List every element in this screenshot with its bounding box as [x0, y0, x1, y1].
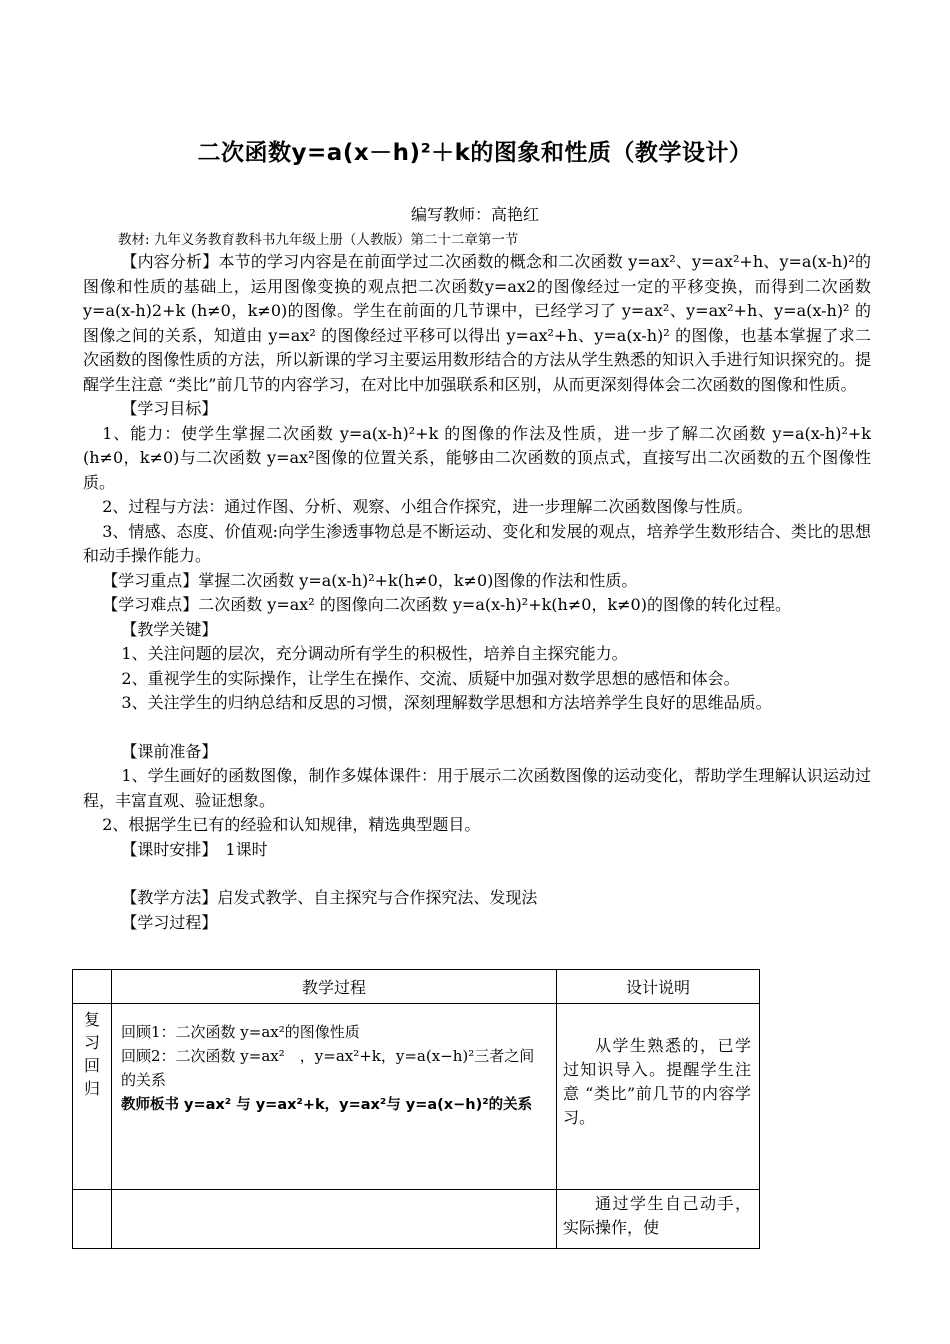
- review-label: 复习回归: [84, 1010, 101, 1098]
- teaching-key-2: 2、重视学生的实际操作，让学生在操作、交流、质疑中加强对数学思想的感悟和体会。: [121, 668, 740, 688]
- difficulty-point: 【学习难点】二次函数 y=ax² 的图像向二次函数 y=a(x-h)²+k(h≠0，k≠0)的图像的转化过程。: [102, 595, 791, 614]
- review-line-2: 回顾2：二次函数 y=ax² ，y=ax²+k，y=a(x−h)²三者之间的关系: [121, 1047, 535, 1089]
- preparation-1: 1、学生画好的函数图像，制作多媒体课件：用于展示二次函数图像的运动变化，帮助学生理解认识运动过程，丰富直观、验证想象。: [83, 766, 871, 810]
- learning-process-table: [72, 969, 760, 1249]
- process-heading: 【学习过程】: [121, 912, 218, 932]
- empty-cell: [73, 1190, 112, 1249]
- teaching-key-heading: 【教学关键】: [121, 619, 218, 639]
- goal-process: 2、过程与方法：通过作图、分析、观察、小组合作探究，进一步理解二次函数图像与性质。: [102, 497, 753, 516]
- preparation-2: 2、根据学生已有的经验和认知规律，精选典型题目。: [102, 815, 481, 834]
- review-line-3: 教师板书 y=ax² 与 y=ax²+k，y=ax²与 y=a(x−h)²的关系: [121, 1097, 533, 1113]
- next-note: 通过学生自己动手，实际操作，使: [563, 1194, 751, 1237]
- header-empty-cell: [73, 970, 112, 1004]
- header-process-cell: 教学过程: [112, 970, 557, 1004]
- empty-cell: [112, 1190, 557, 1249]
- author-line: 编写教师：高艳红: [410, 205, 539, 224]
- key-point: 【学习重点】掌握二次函数 y=a(x-h)²+k(h≠0，k≠0)图像的作法和性质。: [102, 570, 638, 590]
- review-note: 从学生熟悉的，已学过知识导入。提醒学生注意 “类比”前几节的内容学习。: [563, 1036, 751, 1127]
- table-row: [73, 1004, 760, 1190]
- review-note-cell: [557, 1004, 760, 1190]
- header-note-cell: 设计说明: [557, 970, 760, 1004]
- goal-ability: 1、能力：使学生掌握二次函数 y=a(x-h)²+k 的图像的作法及性质，进一步了解二次函数 y=a(x-h)²+k (h≠0，k≠0)与二次函数 y=ax²图像的位置关系，能够由二次函数的顶点式，直接写出二次函数的五个图像性质。: [83, 423, 871, 492]
- goals-heading: 【学习目标】: [121, 399, 218, 418]
- review-label-cell: [73, 1004, 112, 1190]
- goal-attitude: 3、情感、态度、价值观:向学生渗透事物总是不断运动、变化和发展的观点，培养学生数形结合、类比的思想和动手操作能力。: [83, 521, 871, 565]
- review-line-1: 回顾1：二次函数 y=ax²的图像性质: [121, 1023, 360, 1041]
- method-line: 【教学方法】启发式教学、自主探究与合作探究法、发现法: [121, 888, 538, 907]
- content-analysis-paragraph: 【内容分析】本节的学习内容是在前面学过二次函数的概念和二次函数 y=ax²、y=ax²+h、y=a(x-h)²的图像和性质的基础上，运用图像变换的观点把二次函数y=ax2的图像经过一定的平移变换，而得到二次函数 y=a(x-h)2+k (h≠0，k≠0)的图像。学生在前面的几节课中，已经学习了 y=ax²、y=ax²+h、y=a(x-h)² 的图像之间的关系，知道由 y=ax² 的图像经过平移可以得出 y=ax²+h、y=a(x-h)² 的图像，也基本掌握了求二次函数的图像性质的方法，所以新课的学习主要运用数形结合的方法从学生熟悉的知识入手进行知识探究的。提醒学生注意 “类比”前几节的内容学习，在对比中加强联系和区别，从而更深刻得体会二次函数的图像和性质。: [83, 252, 871, 394]
- teaching-key-3: 3、关注学生的归纳总结和反思的习惯，深刻理解数学思想和方法培养学生良好的思维品质。: [121, 693, 772, 712]
- teaching-key-1: 1、关注问题的层次，充分调动所有学生的积极性，培养自主探究能力。: [121, 644, 628, 663]
- table-row: [73, 1190, 760, 1249]
- table-header-row: [73, 970, 760, 1004]
- review-content-cell: [112, 1004, 557, 1190]
- document-body: [83, 250, 871, 935]
- preparation-heading: 【课前准备】: [121, 741, 218, 761]
- schedule-line: 【课时安排】 1课时: [121, 839, 268, 859]
- textbook-line: 教材: 九年义务教育教科书九年级上册（人教版）第二十二章第一节: [118, 232, 519, 248]
- next-note-cell: [557, 1190, 760, 1249]
- page-title: 二次函数y=a(x－h)²＋k的图象和性质（教学设计）: [197, 140, 753, 166]
